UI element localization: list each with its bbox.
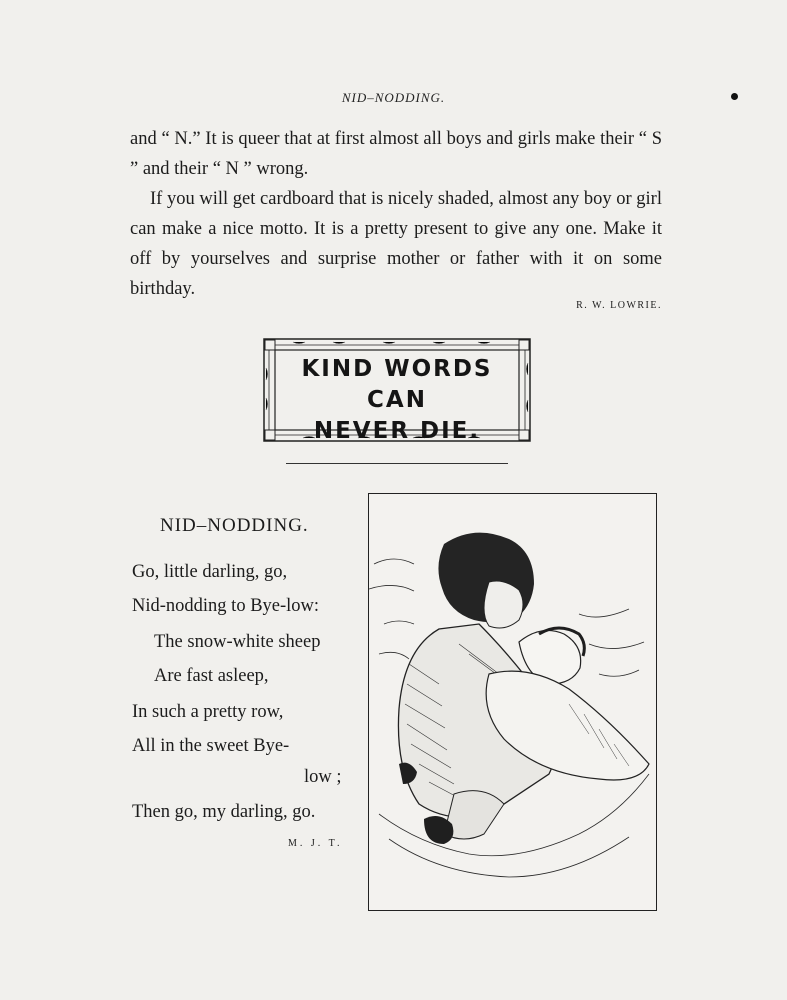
motto-line-1: KIND WORDS CAN [301,356,493,413]
engraving-illustration [368,493,657,911]
motto-text [283,354,511,447]
prose-signature: R. W. LOWRIE. [576,300,662,311]
boy-and-baby-engraving [369,494,658,912]
poem-line: In such a pretty row, [132,702,284,722]
poem-line: Nid-nodding to Bye-low: [132,596,320,616]
poem-title: NID–NODDING. [160,515,309,536]
poem-line: Are fast asleep, [154,666,269,686]
running-head: NID–NODDING. [341,90,446,105]
poem-line: All in the sweet Bye- [132,736,290,756]
poem-line: Go, little darling, go, [132,562,288,582]
poem-signature: M. J. T. [288,838,343,849]
poem-line: The snow-white sheep [154,632,321,652]
prose-paragraph-1: and “ N.” It is queer that at first almost all boys and girls make their “ S ” and their “ N ” wrong. [130,129,662,179]
motto-line-2: NEVER DIE. [313,418,481,444]
poem-line: low ; [304,767,342,787]
ink-dot [731,93,738,100]
prose-paragraph-2: If you will get cardboard that is nicely shaded, almost any boy or girl can make a nice motto. It is a pretty present to give any one. Make it off by yourselves and surprise mother or father with it on some birthday. [130,189,662,299]
motto-card [263,338,531,442]
divider-rule [286,463,508,464]
prose-block [130,124,662,304]
poem-line: Then go, my darling, go. [132,802,316,822]
